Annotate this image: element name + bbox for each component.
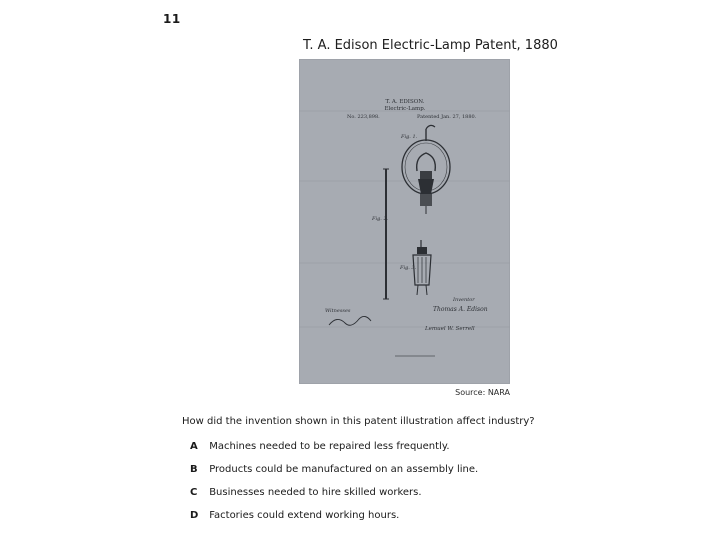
inventor-signature: Thomas A. Edison [433, 306, 488, 313]
option-letter: A [190, 441, 198, 452]
question-text: How did the invention shown in this patent illustration affect industry? [182, 416, 535, 427]
witness-signature [329, 316, 371, 325]
attorney-signature: Lemuel W. Serrell [425, 326, 475, 332]
inventor-label: Inventor [453, 297, 475, 303]
fig2-label: Fig. 2. [372, 216, 389, 222]
patent-illustration [299, 59, 510, 384]
question-number: 11 [163, 12, 181, 26]
witnesses-label: Witnesses [325, 308, 351, 314]
option-a[interactable] [190, 441, 450, 452]
patent-header-title: Electric-Lamp. [384, 106, 426, 112]
fig1-label: Fig. 1. [401, 134, 418, 140]
option-letter: C [190, 487, 198, 498]
figure-title: T. A. Edison Electric-Lamp Patent, 1880 [303, 38, 558, 53]
option-text: Factories could extend working hours. [209, 510, 400, 521]
option-text: Businesses needed to hire skilled workers. [209, 487, 422, 498]
patent-number: No. 223,898. [347, 114, 380, 120]
figure-source: Source: NARA [455, 388, 510, 397]
option-d[interactable] [190, 510, 399, 521]
patent-header-name: T. A. EDISON. [385, 99, 425, 105]
option-c[interactable] [190, 487, 422, 498]
option-text: Products could be manufactured on an assembly line. [209, 464, 479, 475]
fig3-label: Fig. 3. [400, 265, 417, 271]
option-letter: D [190, 510, 199, 521]
option-text: Machines needed to be repaired less frequently. [209, 441, 450, 452]
patent-date: Patented Jan. 27, 1880. [417, 114, 477, 120]
option-b[interactable] [190, 464, 478, 475]
option-letter: B [190, 464, 198, 475]
